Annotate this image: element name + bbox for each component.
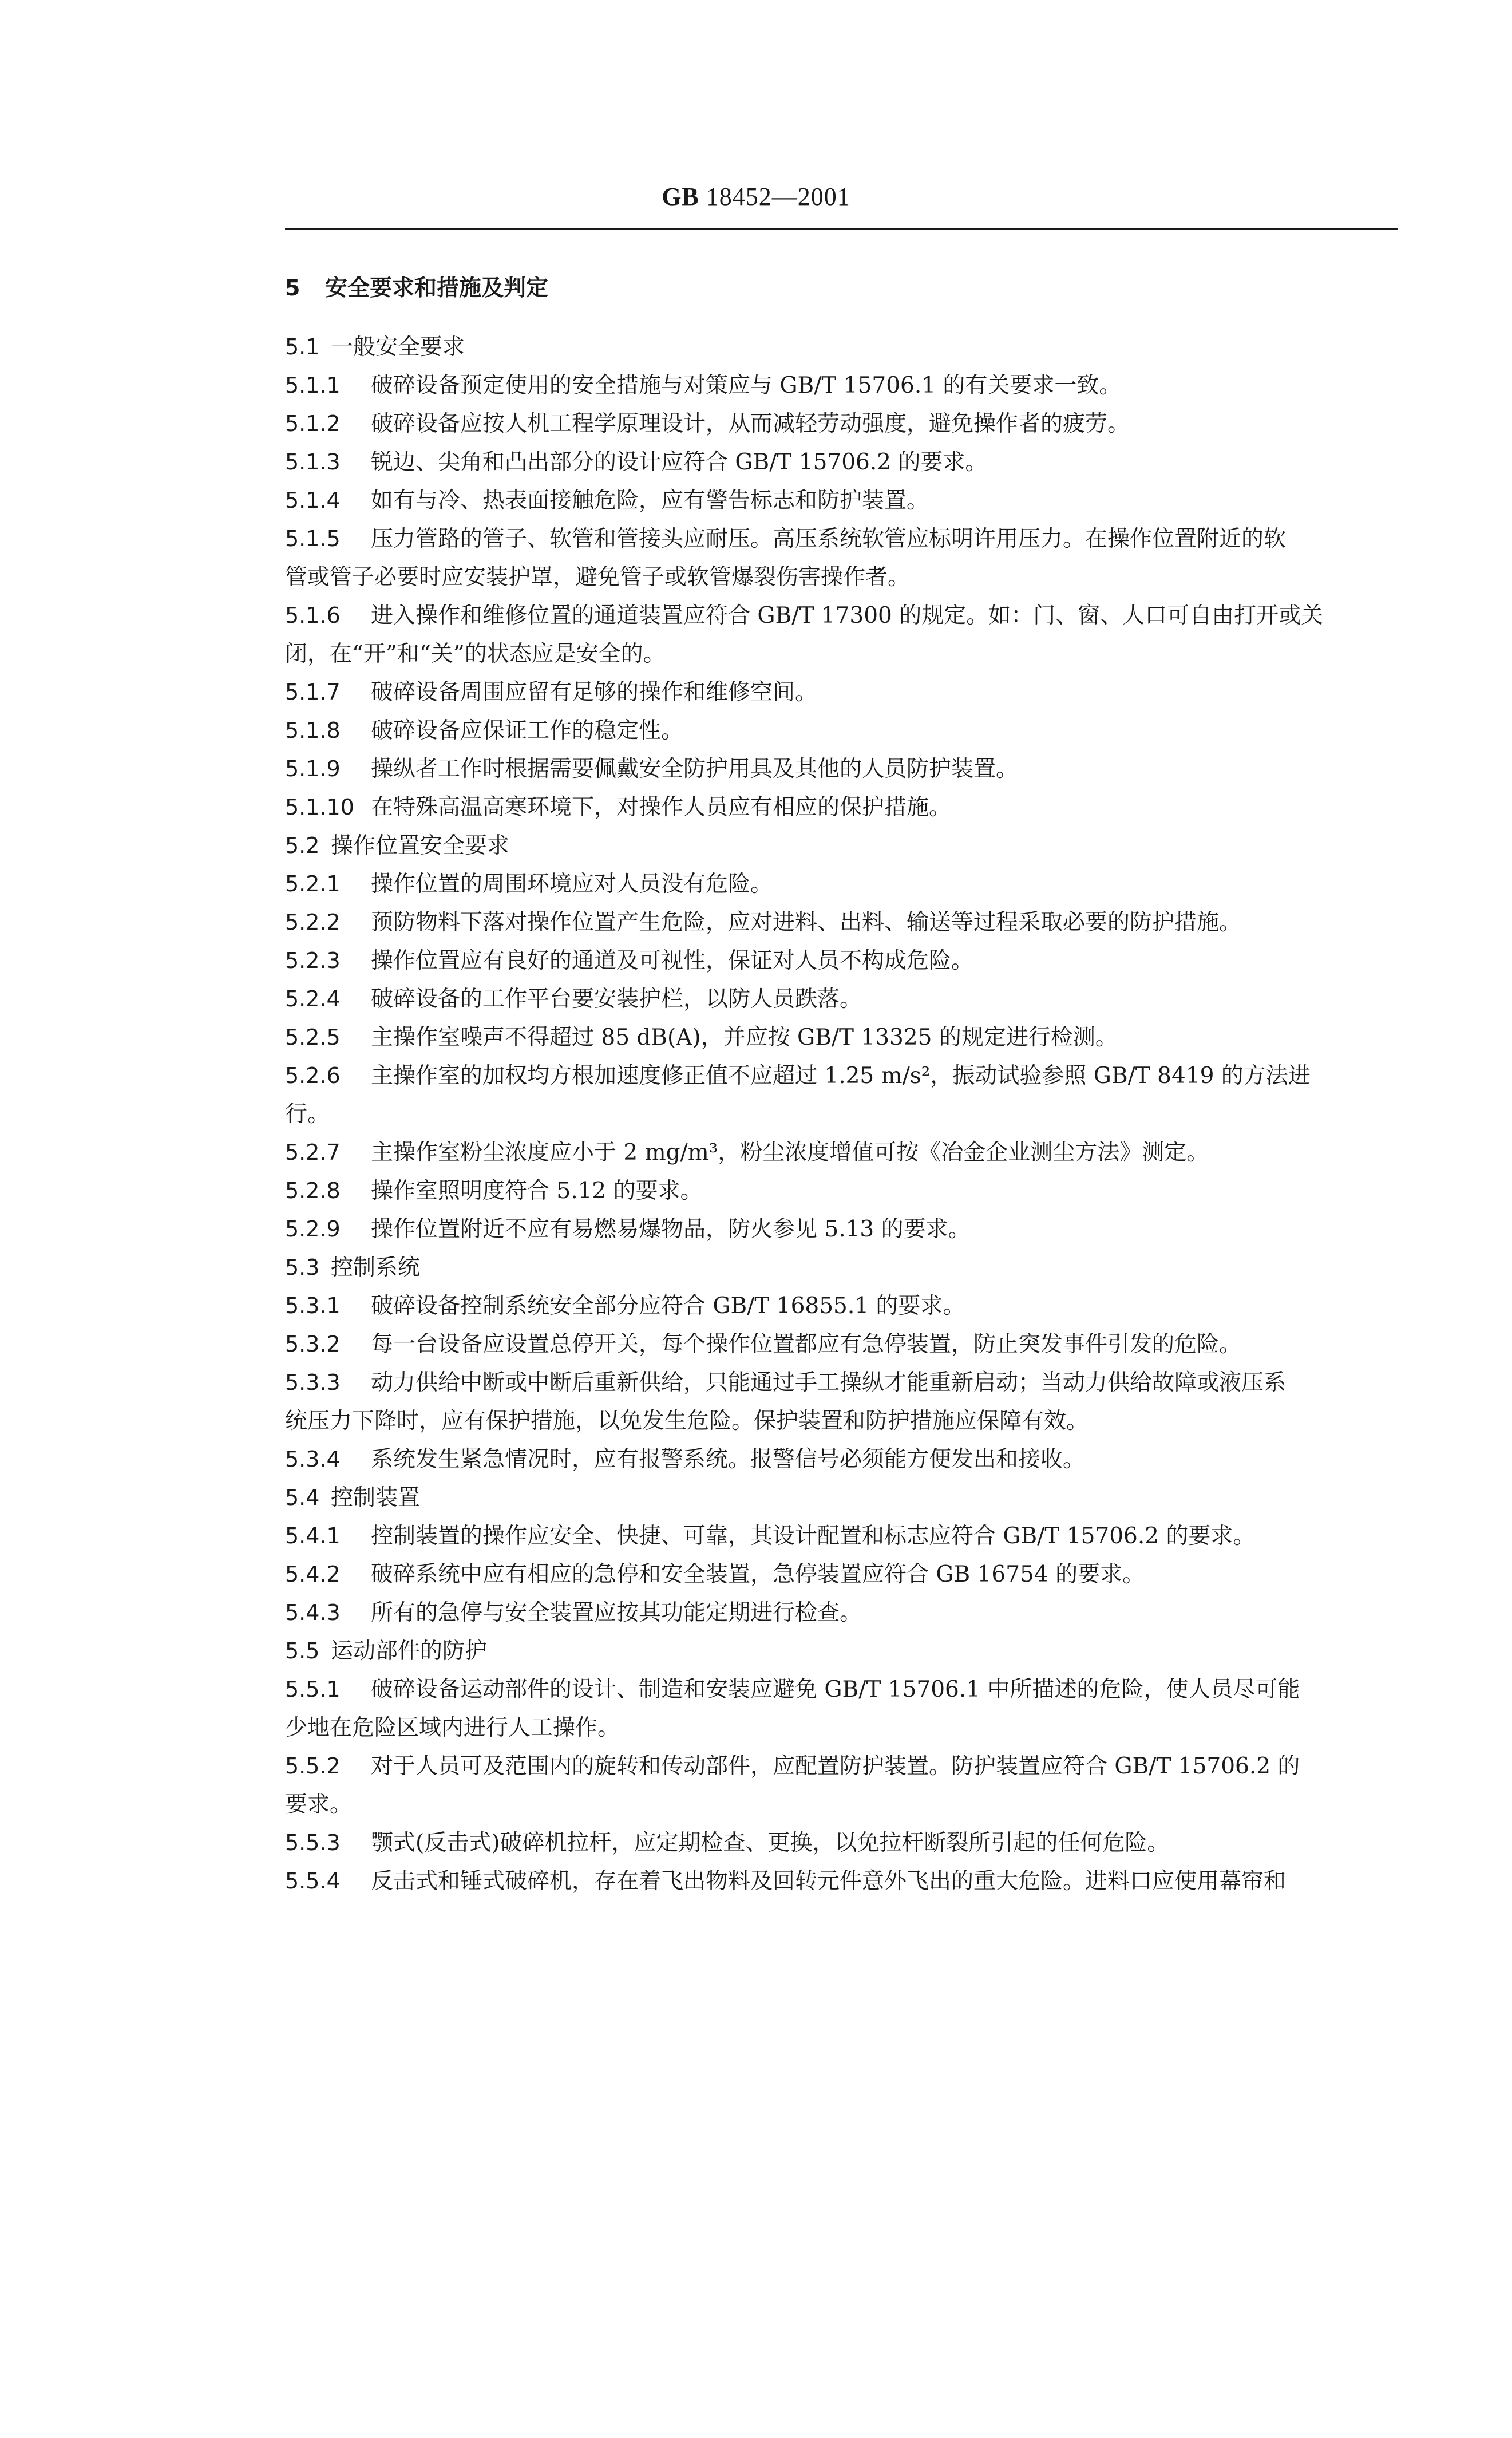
clause-number: 5.4.2 bbox=[285, 1562, 341, 1587]
clause-line bbox=[285, 865, 1398, 903]
clause-number: 5.1.10 bbox=[285, 795, 354, 820]
clause-text: 进入操作和维修位置的通道装置应符合 GB/T 17300 的规定。如：门、窗、人口可自由打开或关 bbox=[371, 603, 1324, 629]
clause-number: 5.3 bbox=[285, 1255, 320, 1280]
clause-text: 安全要求和措施及判定 bbox=[325, 275, 549, 301]
clause-number: 5.3.1 bbox=[285, 1293, 341, 1318]
clause-number: 5.5.1 bbox=[285, 1677, 341, 1702]
subsection-heading bbox=[285, 1479, 1398, 1517]
clause-text: 在特殊高温高寒环境下，对操作人员应有相应的保护措施。 bbox=[371, 795, 952, 820]
header-rule bbox=[285, 228, 1398, 230]
clause-text: 反击式和锤式破碎机，存在着飞出物料及回转元件意外飞出的重大危险。进料口应使用幕帘和 bbox=[371, 1868, 1287, 1894]
clause-line bbox=[285, 1594, 1398, 1632]
clause-number: 5.5.3 bbox=[285, 1830, 341, 1855]
clause-text: 少地在危险区域内进行人工操作。 bbox=[285, 1715, 620, 1741]
subsection-heading bbox=[285, 1632, 1398, 1670]
clause-text: 控制装置 bbox=[331, 1485, 421, 1511]
clause-number: 5.2.1 bbox=[285, 871, 341, 896]
clause-line bbox=[285, 1555, 1398, 1594]
clause-line bbox=[285, 1057, 1398, 1095]
clause-text: 颚式(反击式)破碎机拉杆，应定期检查、更换，以免拉杆断裂所引起的任何危险。 bbox=[371, 1830, 1170, 1856]
clause-number: 5.1 bbox=[285, 334, 320, 359]
clause-text: 破碎系统中应有相应的急停和安全装置，急停装置应符合 GB 16754 的要求。 bbox=[371, 1562, 1145, 1587]
clause-line bbox=[285, 1824, 1398, 1862]
clause-line bbox=[285, 520, 1398, 558]
clause-number: 5.2.2 bbox=[285, 910, 341, 935]
clause-number: 5.3.3 bbox=[285, 1370, 341, 1395]
clause-text: 破碎设备应保证工作的稳定性。 bbox=[371, 718, 684, 744]
clause-line bbox=[285, 942, 1398, 980]
standard-number: 18452—2001 bbox=[706, 183, 850, 211]
clause-text: 操作位置附近不应有易燃易爆物品，防火参见 5.13 的要求。 bbox=[371, 1216, 971, 1242]
clause-continuation bbox=[285, 635, 1398, 673]
clause-text: 对于人员可及范围内的旋转和传动部件，应配置防护装置。防护装置应符合 GB/T 15706.2 的 bbox=[371, 1753, 1300, 1779]
clause-text: 预防物料下落对操作位置产生危险，应对进料、出料、输送等过程采取必要的防护措施。 bbox=[371, 910, 1242, 935]
clause-line bbox=[285, 712, 1398, 750]
clause-continuation bbox=[285, 1785, 1398, 1824]
clause-number: 5.5.4 bbox=[285, 1868, 341, 1894]
clause-number: 5.2.8 bbox=[285, 1178, 341, 1203]
clause-text: 破碎设备的工作平台要安装护栏，以防人员跌落。 bbox=[371, 986, 862, 1012]
clause-number: 5.1.2 bbox=[285, 411, 341, 436]
clause-text: 所有的急停与安全装置应按其功能定期进行检查。 bbox=[371, 1600, 862, 1626]
clause-line bbox=[285, 750, 1398, 788]
clause-line bbox=[285, 1440, 1398, 1479]
clause-text: 破碎设备预定使用的安全措施与对策应与 GB/T 15706.1 的有关要求一致。 bbox=[371, 373, 1122, 398]
clause-text: 运动部件的防护 bbox=[331, 1638, 488, 1664]
clause-text: 主操作室粉尘浓度应小于 2 mg/m³，粉尘浓度增值可按《冶金企业测尘方法》测定。 bbox=[371, 1140, 1209, 1165]
clause-line bbox=[285, 1517, 1398, 1555]
clause-number: 5.1.7 bbox=[285, 679, 341, 705]
clause-line bbox=[285, 1133, 1398, 1172]
clause-text: 系统发生紧急情况时，应有报警系统。报警信号必须能方便发出和接收。 bbox=[371, 1447, 1086, 1472]
clause-line bbox=[285, 366, 1398, 405]
clause-line bbox=[285, 405, 1398, 443]
clause-number: 5.1.1 bbox=[285, 373, 341, 398]
clause-continuation bbox=[285, 1095, 1398, 1133]
document-body bbox=[285, 269, 1398, 1900]
clause-number: 5.2.9 bbox=[285, 1216, 341, 1242]
clause-text: 操作室照明度符合 5.12 的要求。 bbox=[371, 1178, 703, 1204]
page-header bbox=[0, 182, 1512, 211]
clause-line bbox=[285, 980, 1398, 1018]
subsection-heading bbox=[285, 328, 1398, 366]
clause-line bbox=[285, 1747, 1398, 1785]
clause-line bbox=[285, 1670, 1398, 1709]
clause-text: 锐边、尖角和凸出部分的设计应符合 GB/T 15706.2 的要求。 bbox=[371, 449, 988, 475]
clause-number: 5.1.5 bbox=[285, 526, 341, 551]
clause-continuation bbox=[285, 1709, 1398, 1747]
section-heading bbox=[285, 269, 1398, 307]
subsection-heading bbox=[285, 827, 1398, 865]
clause-number: 5.1.8 bbox=[285, 718, 341, 743]
clause-text: 控制装置的操作应安全、快捷、可靠，其设计配置和标志应符合 GB/T 15706.2 的要求。 bbox=[371, 1523, 1256, 1549]
clause-text: 一般安全要求 bbox=[331, 334, 465, 360]
clause-text: 动力供给中断或中断后重新供给，只能通过手工操纵才能重新启动；当动力供给故障或液压系 bbox=[371, 1370, 1287, 1396]
clause-number: 5.4.3 bbox=[285, 1600, 341, 1625]
clause-text: 每一台设备应设置总停开关，每个操作位置都应有急停装置，防止突发事件引发的危险。 bbox=[371, 1331, 1242, 1357]
clause-number: 5.5.2 bbox=[285, 1753, 341, 1779]
subsection-heading bbox=[285, 1248, 1398, 1287]
clause-line bbox=[285, 1862, 1398, 1900]
clause-text: 管或管子必要时应安装护罩，避免管子或软管爆裂伤害操作者。 bbox=[285, 564, 911, 590]
clause-number: 5.3.2 bbox=[285, 1331, 341, 1357]
clause-line bbox=[285, 1018, 1398, 1057]
clause-text: 主操作室的加权均方根加速度修正值不应超过 1.25 m/s²，振动试验参照 GB/T 8419 的方法进 bbox=[371, 1063, 1311, 1089]
clause-text: 统压力下降时，应有保护措施，以免发生危险。保护装置和防护措施应保障有效。 bbox=[285, 1408, 1089, 1434]
clause-continuation bbox=[285, 1402, 1398, 1440]
clause-text: 行。 bbox=[285, 1101, 330, 1127]
clause-text: 主操作室噪声不得超过 85 dB(A)，并应按 GB/T 13325 的规定进行检测。 bbox=[371, 1025, 1118, 1050]
clause-number: 5.2.5 bbox=[285, 1025, 341, 1050]
clause-line bbox=[285, 443, 1398, 481]
clause-number: 5.2.6 bbox=[285, 1063, 341, 1088]
clause-text: 如有与冷、热表面接触危险，应有警告标志和防护装置。 bbox=[371, 488, 929, 513]
clause-number: 5.2.3 bbox=[285, 948, 341, 973]
clause-number: 5.2.4 bbox=[285, 986, 341, 1011]
clause-number: 5.1.3 bbox=[285, 449, 341, 475]
clause-number: 5.1.9 bbox=[285, 756, 341, 781]
clause-line bbox=[285, 596, 1398, 635]
clause-text: 操作位置安全要求 bbox=[331, 833, 510, 859]
clause-number: 5.5 bbox=[285, 1638, 320, 1663]
clause-number: 5.4.1 bbox=[285, 1523, 341, 1548]
clause-text: 操作位置的周围环境应对人员没有危险。 bbox=[371, 871, 773, 897]
clause-number: 5.2 bbox=[285, 833, 320, 858]
clause-number: 5.3.4 bbox=[285, 1447, 341, 1472]
clause-line bbox=[285, 1287, 1398, 1325]
clause-continuation bbox=[285, 558, 1398, 596]
clause-number: 5.2.7 bbox=[285, 1140, 341, 1165]
standard-code: GB bbox=[662, 183, 699, 211]
clause-text: 操纵者工作时根据需要佩戴安全防护用具及其他的人员防护装置。 bbox=[371, 756, 1019, 782]
clause-line bbox=[285, 1325, 1398, 1364]
clause-text: 破碎设备应按人机工程学原理设计，从而减轻劳动强度，避免操作者的疲劳。 bbox=[371, 411, 1130, 437]
clause-line bbox=[285, 1172, 1398, 1210]
clause-text: 破碎设备运动部件的设计、制造和安装应避免 GB/T 15706.1 中所描述的危险，使人员尽可能 bbox=[371, 1677, 1300, 1702]
clause-number: 5.1.4 bbox=[285, 488, 341, 513]
clause-text: 闭，在“开”和“关”的状态应是安全的。 bbox=[285, 641, 666, 667]
clause-line bbox=[285, 1364, 1398, 1402]
clause-number: 5.1.6 bbox=[285, 603, 341, 628]
clause-text: 破碎设备控制系统安全部分应符合 GB/T 16855.1 的要求。 bbox=[371, 1293, 965, 1319]
clause-line bbox=[285, 788, 1398, 827]
clause-text: 压力管路的管子、软管和管接头应耐压。高压系统软管应标明许用压力。在操作位置附近的软 bbox=[371, 526, 1287, 552]
clause-line bbox=[285, 903, 1398, 942]
clause-text: 破碎设备周围应留有足够的操作和维修空间。 bbox=[371, 679, 818, 705]
clause-line bbox=[285, 1210, 1398, 1248]
clause-line bbox=[285, 673, 1398, 712]
clause-number: 5.4 bbox=[285, 1485, 320, 1510]
clause-text: 操作位置应有良好的通道及可视性，保证对人员不构成危险。 bbox=[371, 948, 974, 974]
clause-line bbox=[285, 481, 1398, 520]
clause-number: 5 bbox=[285, 275, 300, 301]
clause-text: 控制系统 bbox=[331, 1255, 421, 1281]
clause-text: 要求。 bbox=[285, 1792, 353, 1817]
